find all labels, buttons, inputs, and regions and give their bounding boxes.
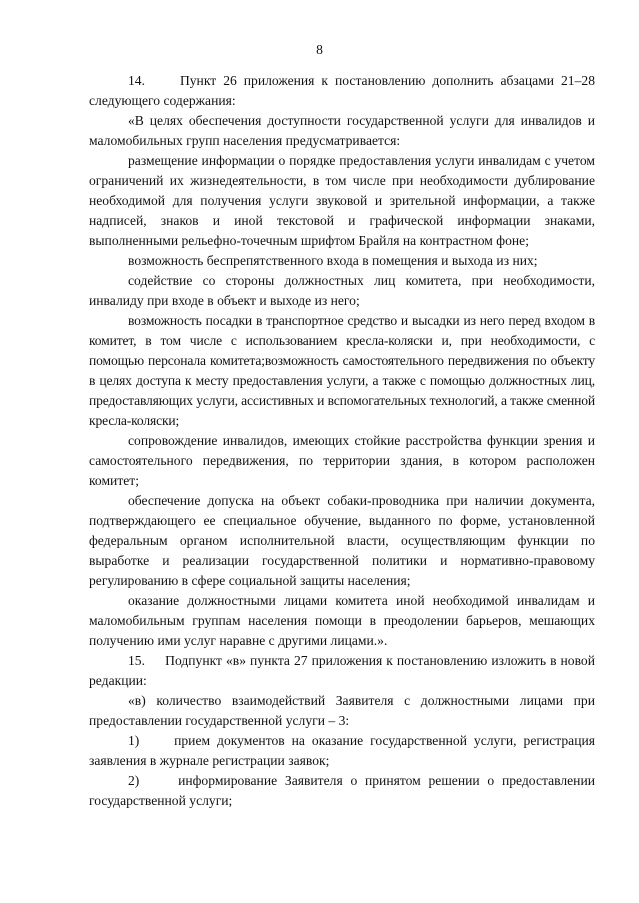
list-item-2: 2) информирование Заявителя о принятом решении о предоставлении государственной услуги; [89, 773, 595, 808]
paragraph-escort: сопровождение инвалидов, имеющих стойкие расстройства функции зрения и самостоятельного передвижения, по территории здания, в котором расположен комитет; [89, 433, 595, 488]
paragraph-item-14: 14. Пункт 26 приложения к постановлению дополнить абзацами 21–28 следующего содержания: [89, 73, 595, 108]
paragraph-interactions-count: «в) количество взаимодействий Заявителя с должностными лицами при предоставлении государственной услуги – 3: [89, 693, 595, 728]
list-item-1: 1) прием документов на оказание государственной услуги, регистрация заявления в журнале регистрации заявок; [89, 733, 595, 768]
paragraph-information-placement: размещение информации о порядке предоставления услуги инвалидам с учетом ограничений их жизнедеятельности, в том числе при необходимости дублирование необходимой для получения услуги звуковой и зрительной информации, а также надписей, знаков и иной текстовой и графической информации знаками, выполненными рельефно-точечным шрифтом Брайля на контрастном фоне; [89, 153, 595, 248]
paragraph-transport-movement: возможность посадки в транспортное средство и высадки из него перед входом в комитет, в том числе с использованием кресла-коляски и, при необходимости, с помощью персонала комитета;возможность самостоятельного передвижения по объекту в целях доступа к месту предоставления услуги, а также с помощью должностных лиц, предоставляющих услуги, ассистивных и вспомогательных технологий, а также сменной кресла-коляски; [89, 313, 595, 428]
document-body [89, 71, 595, 811]
paragraph-staff-assistance: содействие со стороны должностных лиц комитета, при необходимости, инвалиду при входе в объект и выходе из него; [89, 273, 595, 308]
paragraph-guide-dog: обеспечение допуска на объект собаки-проводника при наличии документа, подтверждающего ее специальное обучение, выданного по форме, установленной федеральным органом исполнительной власти, осуществляющим функции по выработке и реализации государственной политики и нормативно-правовому регулированию в сфере социальной защиты населения; [89, 493, 595, 588]
paragraph-item-15: 15. Подпункт «в» пункта 27 приложения к постановлению изложить в новой редакции: [89, 653, 595, 688]
paragraph-entry-exit: возможность беспрепятственного входа в помещения и выхода из них; [128, 253, 538, 268]
page-number: 8 [316, 42, 323, 57]
paragraph-assistance-barriers: оказание должностными лицами комитета иной необходимой инвалидам и маломобильным группам населения помощи в преодолении барьеров, мешающих получению ими услуг наравне с другими лицами.». [89, 593, 595, 648]
paragraph-accessibility-intro: «В целях обеспечения доступности государственной услуги для инвалидов и маломобильных групп населения предусматривается: [89, 113, 595, 148]
